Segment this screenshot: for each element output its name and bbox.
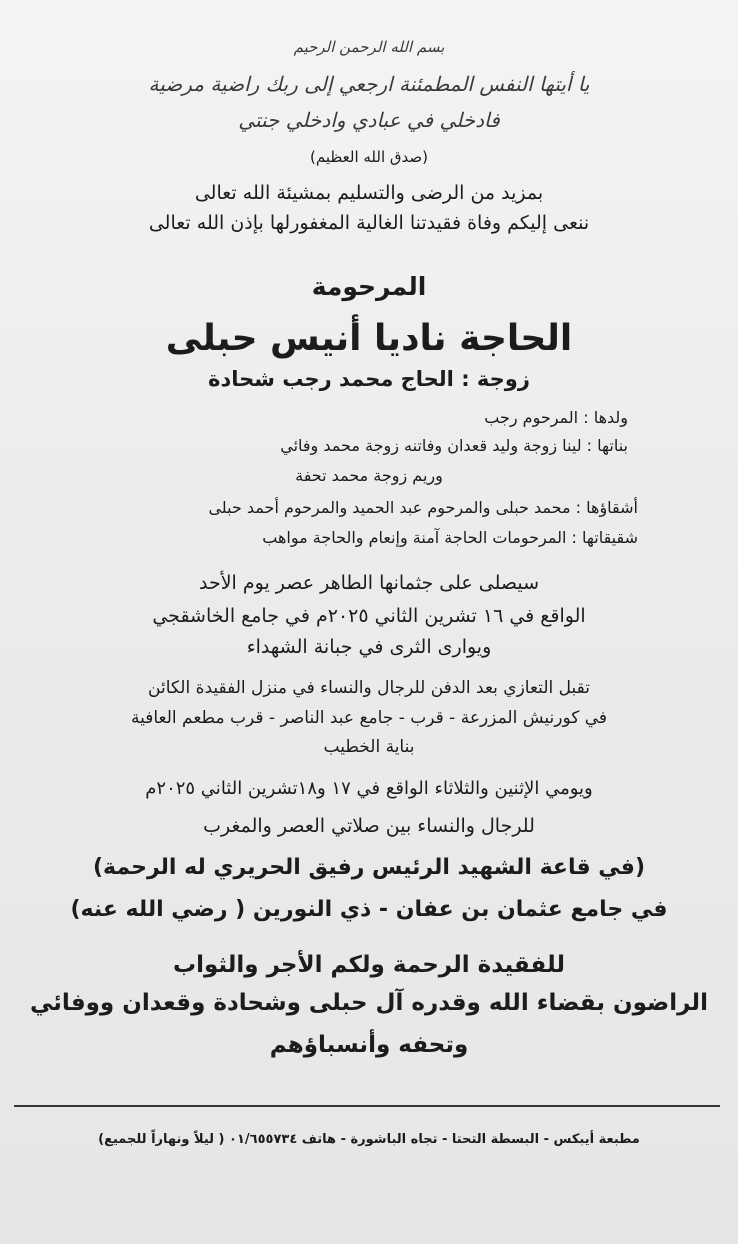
printer-footer: مطبعة أيبكس - البسطة التحتا - تجاه الباشورة - هاتف ٠١/٦٥٥٧٣٤ ( ليلاً ونهاراً للجميع) (98, 1132, 640, 1147)
condolences-line-2: في كورنيش المزرعة - قرب - جامع عبد الناصر - قرب مطعم العافية (130, 708, 608, 728)
deceased-name: الحاجة ناديا أنيس حبلى (165, 318, 573, 359)
family-sisters: شقيقاتها : المرحومات الحاجة آمنة وإنعام والحاجة مواهب (262, 528, 638, 547)
verse-close: (صدق الله العظيم) (309, 148, 429, 166)
funeral-line-1: سيصلى على جثمانها الطاهر عصر يوم الأحد (199, 572, 539, 594)
divider-rule (14, 1105, 720, 1107)
deceased-label: المرحومة (311, 272, 427, 301)
quran-verse-line-1: يا أيتها النفس المطمئنة ارجعي إلى ربك راضية مرضية (148, 72, 590, 96)
closing-line-3: وتحفه وأنسباؤهم (269, 1032, 469, 1058)
condolences-line-7: في جامع عثمان بن عفان - ذي النورين ( رضي الله عنه) (70, 897, 668, 922)
quran-verse-line-2: فادخلي في عبادي وادخلي جنتي (238, 108, 500, 132)
funeral-line-2: الواقع في ١٦ تشرين الثاني ٢٠٢٥م في جامع الخاشقجي (152, 605, 586, 627)
condolences-line-1: تقبل التعازي بعد الدفن للرجال والنساء في منزل الفقيدة الكائن (148, 678, 590, 698)
closing-line-1: للفقيدة الرحمة ولكم الأجر والثواب (172, 952, 566, 978)
condolences-line-4: ويومي الإثنين والثلاثاء الواقع في ١٧ و١٨تشرين الثاني ٢٠٢٥م (145, 778, 593, 799)
family-brothers: أشقاؤها : محمد حبلى والمرحوم عبد الحميد والمرحوم أحمد حبلى (208, 498, 638, 517)
family-daughters-2: وريم زوجة محمد تحفة (295, 466, 443, 485)
basmala: بسم الله الرحمن الرحيم (293, 38, 445, 56)
condolences-line-6: (في قاعة الشهيد الرئيس رفيق الحريري له الرحمة) (92, 855, 646, 880)
family-daughters-1: بناتها : لينا زوجة وليد قعدان وفاتنه زوجة محمد وفائي (280, 436, 628, 455)
intro-line-2: ننعى إليكم وفاة فقيدتنا الغالية المغفورلها بإذن الله تعالى (148, 212, 590, 234)
family-son: ولدها : المرحوم رجب (484, 408, 628, 427)
deceased-spouse: زوجة : الحاج محمد رجب شحادة (208, 367, 530, 391)
condolences-line-5: للرجال والنساء بين صلاتي العصر والمغرب (203, 815, 535, 837)
closing-line-2: الراضون بقضاء الله وقدره آل حبلى وشحادة وقعدان ووفائي (30, 990, 708, 1016)
funeral-line-3: ويوارى الثرى في جبانة الشهداء (246, 636, 492, 658)
condolences-line-3: بناية الخطيب (323, 737, 415, 757)
intro-line-1: بمزيد من الرضى والتسليم بمشيئة الله تعالى (194, 182, 544, 204)
